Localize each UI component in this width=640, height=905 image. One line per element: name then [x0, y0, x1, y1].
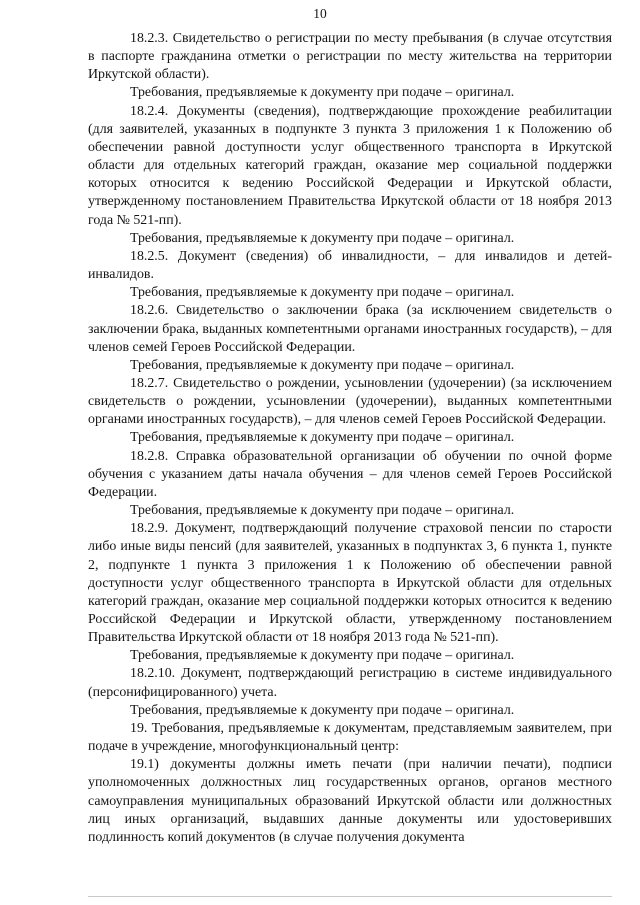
- paragraph-18-2-8: 18.2.8. Справка образовательной организации об обучении по очной форме обучения с указанием даты начала обучения – для членов семей Героев Российской Федерации.: [88, 448, 612, 500]
- requirement-line: Требования, предъявляемые к документу при подаче – оригинал.: [130, 230, 515, 246]
- requirement-line: Требования, предъявляемые к документу при подаче – оригинал.: [130, 85, 515, 101]
- paragraph-18-2-10: 18.2.10. Документ, подтверждающий регистрацию в системе индивидуального (персонифицированного) учета.: [88, 666, 612, 700]
- page-bottom-rule: [88, 896, 612, 897]
- requirement-line: Требования, предъявляемые к документу при подаче – оригинал.: [130, 702, 515, 718]
- paragraph-18-2-3: 18.2.3. Свидетельство о регистрации по месту пребывания (в случае отсутствия в паспорте гражданина отметки о регистрации по месту жительства на территории Иркутской области).: [88, 31, 612, 83]
- paragraph-18-2-5: 18.2.5. Документ (сведения) об инвалидности, – для инвалидов и детей-инвалидов.: [88, 248, 612, 283]
- paragraph-18-2-7: 18.2.7. Свидетельство о рождении, усыновлении (удочерении) (за исключением свидетельств о рождении, усыновлении (удочерении), выданных компетентными органами иностранных государств), – для членов семей Героев Российской Федерации.: [88, 375, 612, 428]
- requirement-line: Требования, предъявляемые к документу при подаче – оригинал.: [130, 430, 515, 446]
- paragraph-18-2-6: 18.2.6. Свидетельство о заключении брака (за исключением свидетельств о заключении брака, выданных компетентными органами иностранных государств), – для членов семей Героев Российской Федерации.: [88, 303, 612, 355]
- paragraph-19-1: 19.1) документы должны иметь печати (при наличии печати), подписи уполномоченных должностных лиц государственных органов, органов местного самоуправления муниципальных образований Иркутской области или должностных лиц иных организаций, выдавших данные документы или удостоверивших подлинность копий документов (в случае получения документа: [88, 757, 612, 845]
- requirement-line: Требования, предъявляемые к документу при подаче – оригинал.: [130, 503, 515, 519]
- page-number: 10: [313, 6, 327, 21]
- document-body: [88, 30, 612, 847]
- paragraph-19: 19. Требования, предъявляемые к документам, представляемым заявителем, при подаче в учреждение, многофункциональный центр:: [88, 720, 612, 755]
- paragraph-18-2-4: 18.2.4. Документы (сведения), подтверждающие прохождение реабилитации (для заявителей, указанных в подпункте 3 пункта 3 приложения 1 к Положению об обеспечении равной доступности услуг общественного транспорта в Иркутской области для отдельных категорий граждан, оказание мер социальной поддержки которых относится к ведению Российской Федерации и Иркутской области, утвержденному постановлением Правительства Иркутской области от 18 ноября 2013 года № 521-пп).: [88, 103, 612, 228]
- paragraph-18-2-9: 18.2.9. Документ, подтверждающий получение страховой пенсии по старости либо иные виды пенсий (для заявителей, указанных в подпунктах 3, 6 пункта 1, пункте 2, подпункте 1 пункта 3 приложения 1 к Положению об обеспечении равной доступности услуг общественного транспорта в Иркутской области для отдельных категорий граждан, оказание мер социальной поддержки которых относится к ведению Российской Федерации и Иркутской области, утвержденному постановлением Правительства Иркутской области от 18 ноября 2013 года № 521-пп).: [88, 521, 612, 646]
- requirement-line: Требования, предъявляемые к документу при подаче – оригинал.: [130, 357, 515, 373]
- requirement-line: Требования, предъявляемые к документу при подаче – оригинал.: [130, 285, 515, 301]
- requirement-line: Требования, предъявляемые к документу при подаче – оригинал.: [130, 648, 515, 664]
